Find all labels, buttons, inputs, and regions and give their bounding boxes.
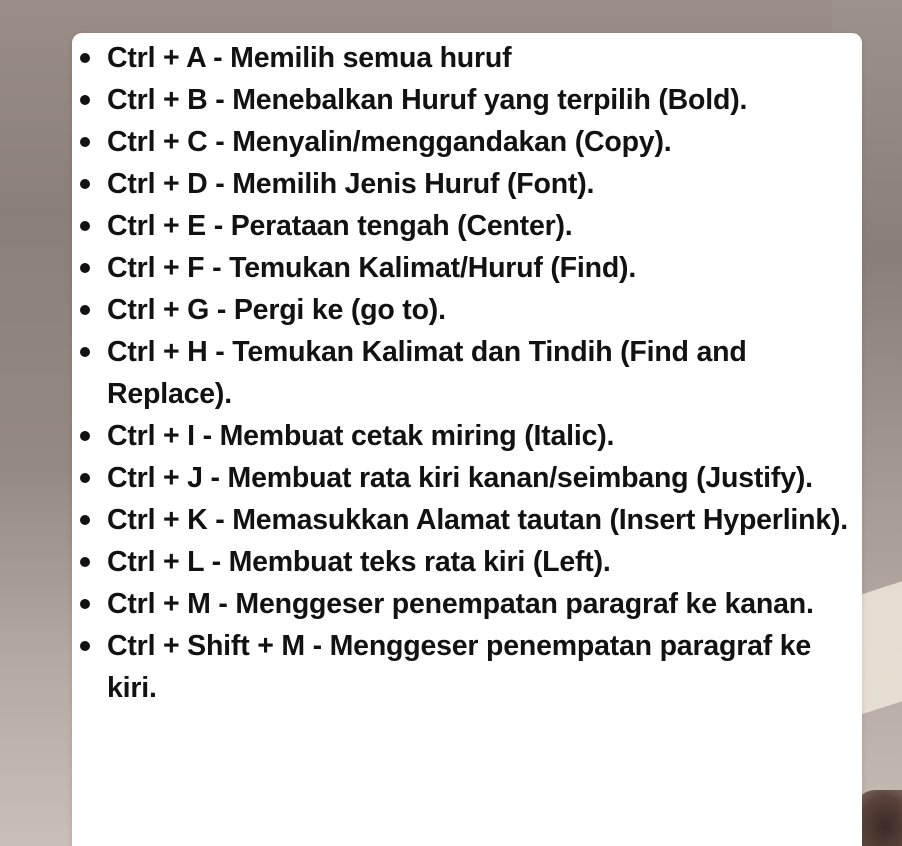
bullet-icon <box>80 263 90 273</box>
shortcut-text: Ctrl + J - Membuat rata kiri kanan/seimbang (Justify). <box>107 462 813 494</box>
bullet-icon <box>80 515 90 525</box>
list-item <box>74 163 849 205</box>
list-item <box>74 37 849 79</box>
bullet-icon <box>80 557 90 567</box>
shortcut-text: Ctrl + H - Temukan Kalimat dan Tindih (Find and Replace). <box>107 336 747 410</box>
list-item <box>74 205 849 247</box>
shortcut-text: Ctrl + I - Membuat cetak miring (Italic). <box>107 420 615 452</box>
bullet-icon <box>80 305 90 315</box>
bullet-icon <box>80 599 90 609</box>
shortcut-text: Ctrl + Shift + M - Menggeser penempatan paragraf ke kiri. <box>107 630 812 704</box>
bullet-icon <box>80 137 90 147</box>
shortcut-text: Ctrl + B - Menebalkan Huruf yang terpilih (Bold). <box>107 84 748 116</box>
shortcut-text: Ctrl + E - Perataan tengah (Center). <box>107 210 573 242</box>
list-item <box>74 79 849 121</box>
list-item <box>74 415 849 457</box>
shortcut-text: Ctrl + D - Memilih Jenis Huruf (Font). <box>107 168 595 200</box>
bullet-icon <box>80 431 90 441</box>
list-item <box>74 499 849 541</box>
bullet-icon <box>80 53 90 63</box>
shortcut-text: Ctrl + C - Menyalin/menggandakan (Copy). <box>107 126 672 158</box>
list-item <box>74 331 849 415</box>
list-item <box>74 247 849 289</box>
list-item <box>74 583 849 625</box>
bullet-icon <box>80 641 90 651</box>
bullet-icon <box>80 473 90 483</box>
shortcut-text: Ctrl + F - Temukan Kalimat/Huruf (Find). <box>107 252 637 284</box>
list-item <box>74 289 849 331</box>
bullet-icon <box>80 221 90 231</box>
list-item <box>74 625 849 709</box>
shortcut-list <box>74 37 849 709</box>
shortcut-card-lower <box>72 712 862 846</box>
shortcut-text: Ctrl + G - Pergi ke (go to). <box>107 294 446 326</box>
list-item <box>74 121 849 163</box>
bullet-icon <box>80 95 90 105</box>
bullet-icon <box>80 347 90 357</box>
list-item <box>74 541 849 583</box>
shortcut-text: Ctrl + M - Menggeser penempatan paragraf ke kanan. <box>107 588 814 620</box>
shortcut-text: Ctrl + A - Memilih semua huruf <box>107 42 512 74</box>
background-chair <box>855 790 902 846</box>
list-item <box>74 457 849 499</box>
shortcut-text: Ctrl + K - Memasukkan Alamat tautan (Insert Hyperlink). <box>107 504 849 536</box>
shortcut-text: Ctrl + L - Membuat teks rata kiri (Left). <box>107 546 611 578</box>
bullet-icon <box>80 179 90 189</box>
